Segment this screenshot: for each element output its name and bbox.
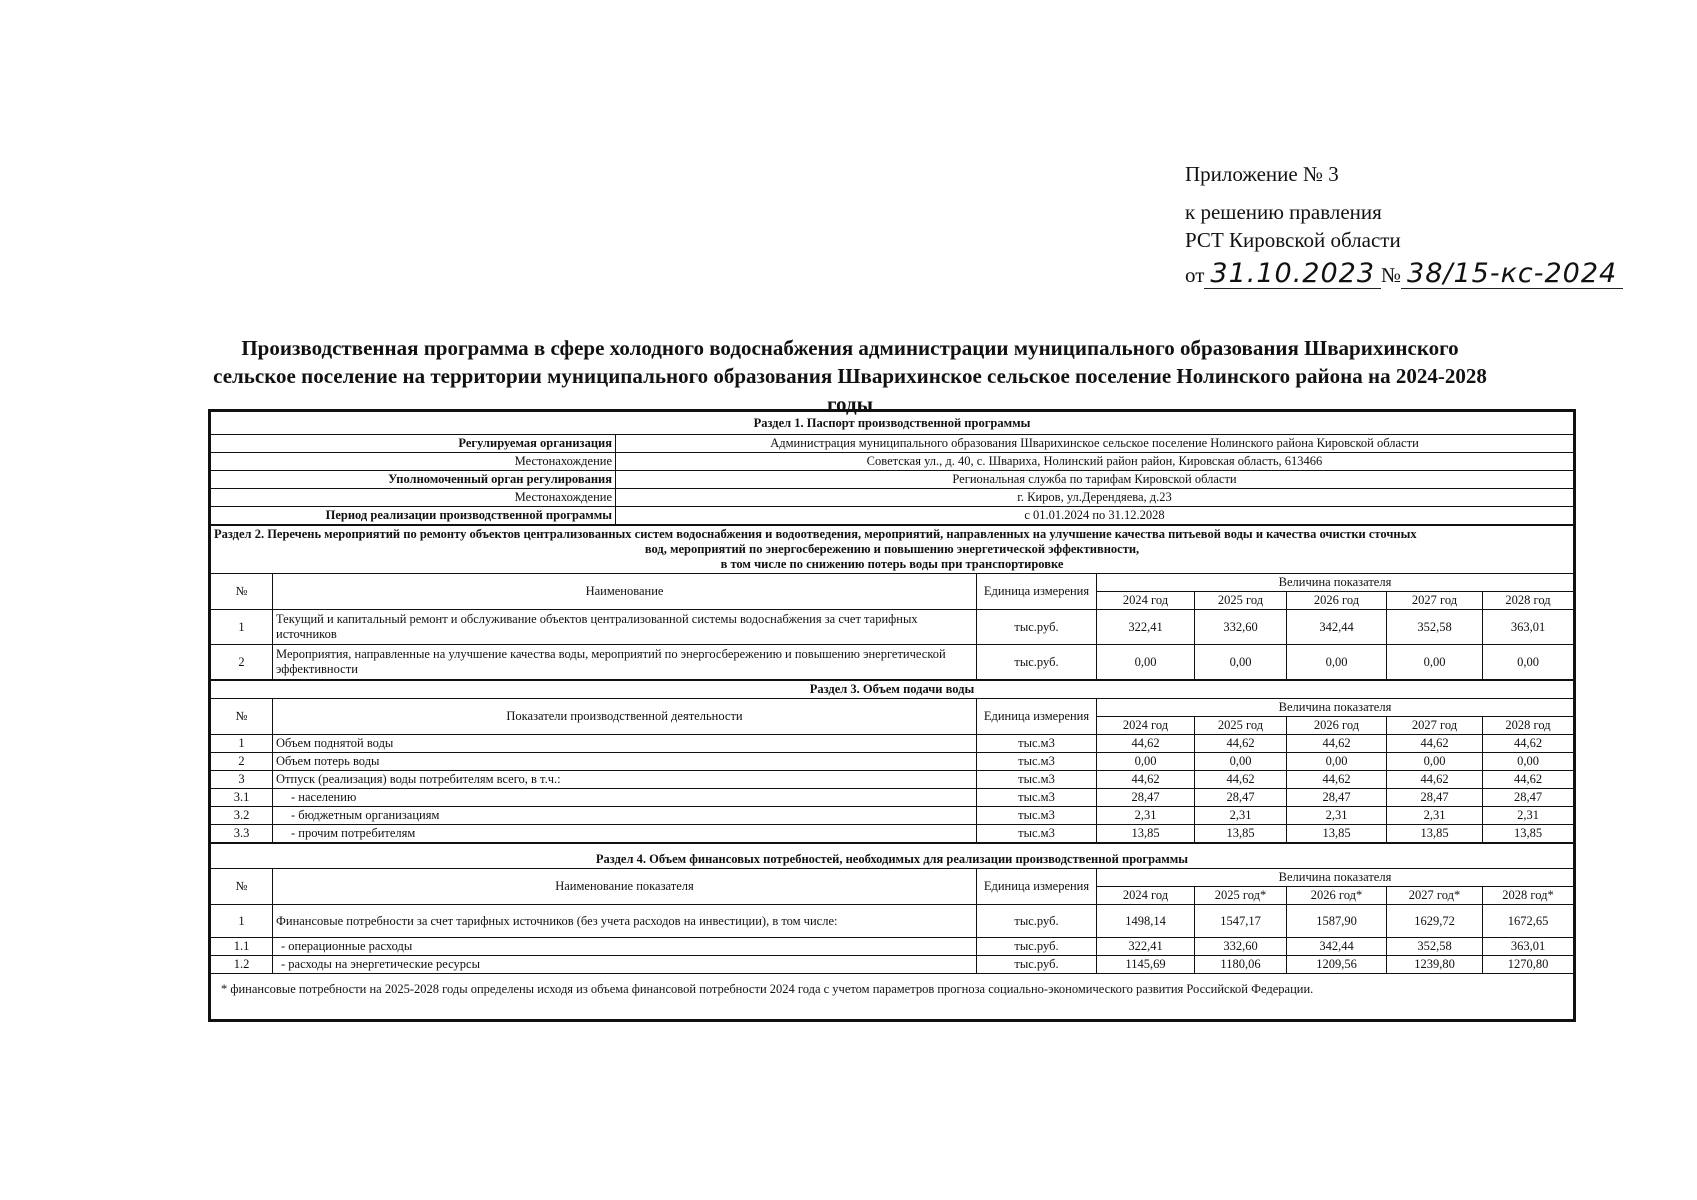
row-unit: тыс.руб. — [977, 610, 1097, 645]
row-value: 1547,17 — [1195, 905, 1287, 938]
row-value: 322,41 — [1097, 610, 1195, 645]
passport-label: Регулируемая организация — [211, 435, 616, 453]
row-value: 2,31 — [1195, 807, 1287, 825]
year-header: 2027 год — [1387, 717, 1483, 735]
col-value: Величина показателя — [1097, 699, 1574, 717]
row-value: 332,60 — [1195, 938, 1287, 956]
number-label: № — [1381, 263, 1402, 287]
table-row — [211, 789, 1574, 807]
year-header: 2026 год* — [1287, 887, 1387, 905]
row-value: 0,00 — [1287, 645, 1387, 680]
col-num: № — [211, 699, 273, 735]
row-value: 28,47 — [1287, 789, 1387, 807]
table-row — [211, 938, 1574, 956]
table-row — [211, 610, 1574, 645]
section1-header: Раздел 1. Паспорт производственной программы — [211, 412, 1574, 435]
row-value: 2,31 — [1387, 807, 1483, 825]
row-value: 352,58 — [1387, 938, 1483, 956]
passport-value: Региональная служба по тарифам Кировской области — [616, 471, 1574, 489]
col-name: Показатели производственной деятельности — [273, 699, 977, 735]
row-number: 1 — [211, 610, 273, 645]
row-name: Объем поднятой воды — [273, 735, 977, 753]
row-name: Текущий и капитальный ремонт и обслуживание объектов централизованной системы водоснабжения за счет тарифных источников — [273, 610, 977, 645]
passport-label: Местонахождение — [211, 489, 616, 507]
row-number: 3.2 — [211, 807, 273, 825]
passport-value: с 01.01.2024 по 31.12.2028 — [616, 507, 1574, 525]
row-value: 1672,65 — [1483, 905, 1574, 938]
table-row — [211, 905, 1574, 938]
row-name: - прочим потребителям — [273, 825, 977, 843]
from-label: от — [1185, 263, 1205, 287]
table-row — [211, 753, 1574, 771]
year-header: 2026 год — [1287, 717, 1387, 735]
row-value: 1209,56 — [1287, 956, 1387, 974]
passport-row — [211, 489, 1574, 507]
row-value: 363,01 — [1483, 610, 1574, 645]
year-header: 2024 год — [1097, 592, 1195, 610]
annex-decision-line: к решению правления — [1185, 200, 1382, 224]
col-unit: Единица измерения — [977, 574, 1097, 610]
row-name: - населению — [273, 789, 977, 807]
footnote: * финансовые потребности на 2025-2028 годы определены исходя из объема финансовой потребности 2024 года с учетом параметров прогноза социально-экономического развития Российской Федерации. — [211, 974, 1574, 1020]
row-value: 28,47 — [1483, 789, 1574, 807]
row-value: 0,00 — [1387, 645, 1483, 680]
row-name: - бюджетным организациям — [273, 807, 977, 825]
row-number: 1 — [211, 905, 273, 938]
row-unit: тыс.м3 — [977, 825, 1097, 843]
year-header: 2028 год — [1483, 717, 1574, 735]
row-unit: тыс.руб. — [977, 645, 1097, 680]
annex-authority-line: РСТ Кировской области — [1185, 228, 1401, 252]
row-unit: тыс.м3 — [977, 771, 1097, 789]
row-value: 0,00 — [1483, 645, 1574, 680]
year-header: 2027 год* — [1387, 887, 1483, 905]
row-value: 1145,69 — [1097, 956, 1195, 974]
row-unit: тыс.м3 — [977, 807, 1097, 825]
row-unit: тыс.м3 — [977, 753, 1097, 771]
col-num: № — [211, 869, 273, 905]
section4-header: Раздел 4. Объем финансовых потребностей, необходимых для реализации производственной программы — [211, 844, 1574, 869]
row-value: 0,00 — [1387, 753, 1483, 771]
handwritten-date: 31.10.2023 — [1204, 260, 1381, 289]
row-value: 0,00 — [1287, 753, 1387, 771]
document-title: Производственная программа в сфере холодного водоснабжения администрации муниципального образования Шварихинского сельское поселение на территории муниципального образования Шварихинское сельское поселение Нолинского района на 2024-2028 годы — [213, 336, 1487, 416]
row-unit: тыс.руб. — [977, 905, 1097, 938]
row-value: 44,62 — [1287, 771, 1387, 789]
passport-row — [211, 453, 1574, 471]
row-name: Отпуск (реализация) воды потребителям всего, в т.ч.: — [273, 771, 977, 789]
year-header: 2025 год — [1195, 717, 1287, 735]
row-value: 13,85 — [1483, 825, 1574, 843]
year-header: 2026 год — [1287, 592, 1387, 610]
col-num: № — [211, 574, 273, 610]
row-number: 3 — [211, 771, 273, 789]
row-value: 44,62 — [1387, 771, 1483, 789]
row-value: 44,62 — [1097, 735, 1195, 753]
year-header: 2024 год — [1097, 717, 1195, 735]
year-header: 2028 год — [1483, 592, 1574, 610]
passport-value: г. Киров, ул.Дерендяева, д.23 — [616, 489, 1574, 507]
passport-row — [211, 507, 1574, 525]
col-name: Наименование — [273, 574, 977, 610]
row-value: 363,01 — [1483, 938, 1574, 956]
table-row — [211, 825, 1574, 843]
row-value: 332,60 — [1195, 610, 1287, 645]
row-value: 28,47 — [1195, 789, 1287, 807]
row-value: 1270,80 — [1483, 956, 1574, 974]
annex-block — [1185, 160, 1665, 289]
section2-header-line3: в том числе по снижению потерь воды при транспортировке — [720, 557, 1064, 571]
row-value: 0,00 — [1097, 645, 1195, 680]
row-value: 44,62 — [1195, 735, 1287, 753]
year-header: 2027 год — [1387, 592, 1483, 610]
row-value: 13,85 — [1287, 825, 1387, 843]
row-value: 0,00 — [1195, 645, 1287, 680]
row-value: 342,44 — [1287, 610, 1387, 645]
row-number: 2 — [211, 645, 273, 680]
row-value: 0,00 — [1483, 753, 1574, 771]
measures-table — [210, 525, 1574, 680]
row-value: 2,31 — [1287, 807, 1387, 825]
row-value: 342,44 — [1287, 938, 1387, 956]
row-value: 1239,80 — [1387, 956, 1483, 974]
row-number: 1.1 — [211, 938, 273, 956]
row-value: 0,00 — [1097, 753, 1195, 771]
passport-label: Местонахождение — [211, 453, 616, 471]
table-row — [211, 956, 1574, 974]
row-value: 2,31 — [1483, 807, 1574, 825]
supply-table — [210, 680, 1574, 843]
handwritten-number: 38/15-кс-2024 — [1401, 260, 1623, 289]
row-unit: тыс.руб. — [977, 938, 1097, 956]
program-table — [208, 409, 1576, 1022]
section2-header — [211, 526, 1574, 574]
passport-label: Уполномоченный орган регулирования — [211, 471, 616, 489]
row-value: 0,00 — [1195, 753, 1287, 771]
row-name: Финансовые потребности за счет тарифных источников (без учета расходов на инвестиции), в том числе: — [273, 905, 977, 938]
row-value: 2,31 — [1097, 807, 1195, 825]
row-number: 1.2 — [211, 956, 273, 974]
row-value: 1629,72 — [1387, 905, 1483, 938]
row-name: Объем потерь воды — [273, 753, 977, 771]
passport-row — [211, 471, 1574, 489]
passport-value: Советская ул., д. 40, с. Шварихa, Нолинский район район, Кировская область, 613466 — [616, 453, 1574, 471]
row-value: 44,62 — [1287, 735, 1387, 753]
row-name: - расходы на энергетические ресурсы — [273, 956, 977, 974]
table-row — [211, 645, 1574, 680]
row-number: 2 — [211, 753, 273, 771]
year-header: 2025 год* — [1195, 887, 1287, 905]
row-value: 44,62 — [1387, 735, 1483, 753]
row-value: 44,62 — [1097, 771, 1195, 789]
year-header: 2028 год* — [1483, 887, 1574, 905]
table-row — [211, 771, 1574, 789]
row-unit: тыс.м3 — [977, 735, 1097, 753]
row-unit: тыс.руб. — [977, 956, 1097, 974]
row-value: 1587,90 — [1287, 905, 1387, 938]
row-value: 352,58 — [1387, 610, 1483, 645]
row-value: 13,85 — [1195, 825, 1287, 843]
annex-number: Приложение № 3 — [1185, 162, 1339, 186]
row-value: 28,47 — [1097, 789, 1195, 807]
row-value: 1498,14 — [1097, 905, 1195, 938]
passport-label: Период реализации производственной программы — [211, 507, 616, 525]
row-value: 13,85 — [1387, 825, 1483, 843]
annex-signature-line — [1185, 260, 1665, 289]
year-header: 2024 год — [1097, 887, 1195, 905]
year-header: 2025 год — [1195, 592, 1287, 610]
passport-row — [211, 435, 1574, 453]
row-value: 44,62 — [1483, 771, 1574, 789]
passport-value: Администрация муниципального образования Шварихинское сельское поселение Нолинского района Кировской области — [616, 435, 1574, 453]
row-value: 28,47 — [1387, 789, 1483, 807]
row-unit: тыс.м3 — [977, 789, 1097, 807]
col-value: Величина показателя — [1097, 869, 1574, 887]
row-value: 44,62 — [1483, 735, 1574, 753]
row-number: 3.1 — [211, 789, 273, 807]
row-name: Мероприятия, направленные на улучшение качества воды, мероприятий по энергосбережению и повышению энергетической эффективности — [273, 645, 977, 680]
table-row — [211, 735, 1574, 753]
table-row — [211, 807, 1574, 825]
row-value: 322,41 — [1097, 938, 1195, 956]
section2-header-line2: вод, мероприятий по энергосбережению и повышению энергетической эффективности, — [644, 542, 1140, 556]
row-value: 44,62 — [1195, 771, 1287, 789]
section3-header: Раздел 3. Объем подачи воды — [211, 681, 1574, 699]
row-value: 1180,06 — [1195, 956, 1287, 974]
col-value: Величина показателя — [1097, 574, 1574, 592]
row-name: - операционные расходы — [273, 938, 977, 956]
finance-table — [210, 843, 1574, 1020]
row-value: 13,85 — [1097, 825, 1195, 843]
col-unit: Единица измерения — [977, 699, 1097, 735]
row-number: 1 — [211, 735, 273, 753]
passport-table — [210, 411, 1574, 525]
section2-header-line1: Раздел 2. Перечень мероприятий по ремонту объектов централизованных систем водоснабжения и водоотведения, мероприятий, направленных на улучшение качества питьевой воды и качества очистки сточных — [214, 527, 1417, 541]
col-unit: Единица измерения — [977, 869, 1097, 905]
col-name: Наименование показателя — [273, 869, 977, 905]
row-number: 3.3 — [211, 825, 273, 843]
